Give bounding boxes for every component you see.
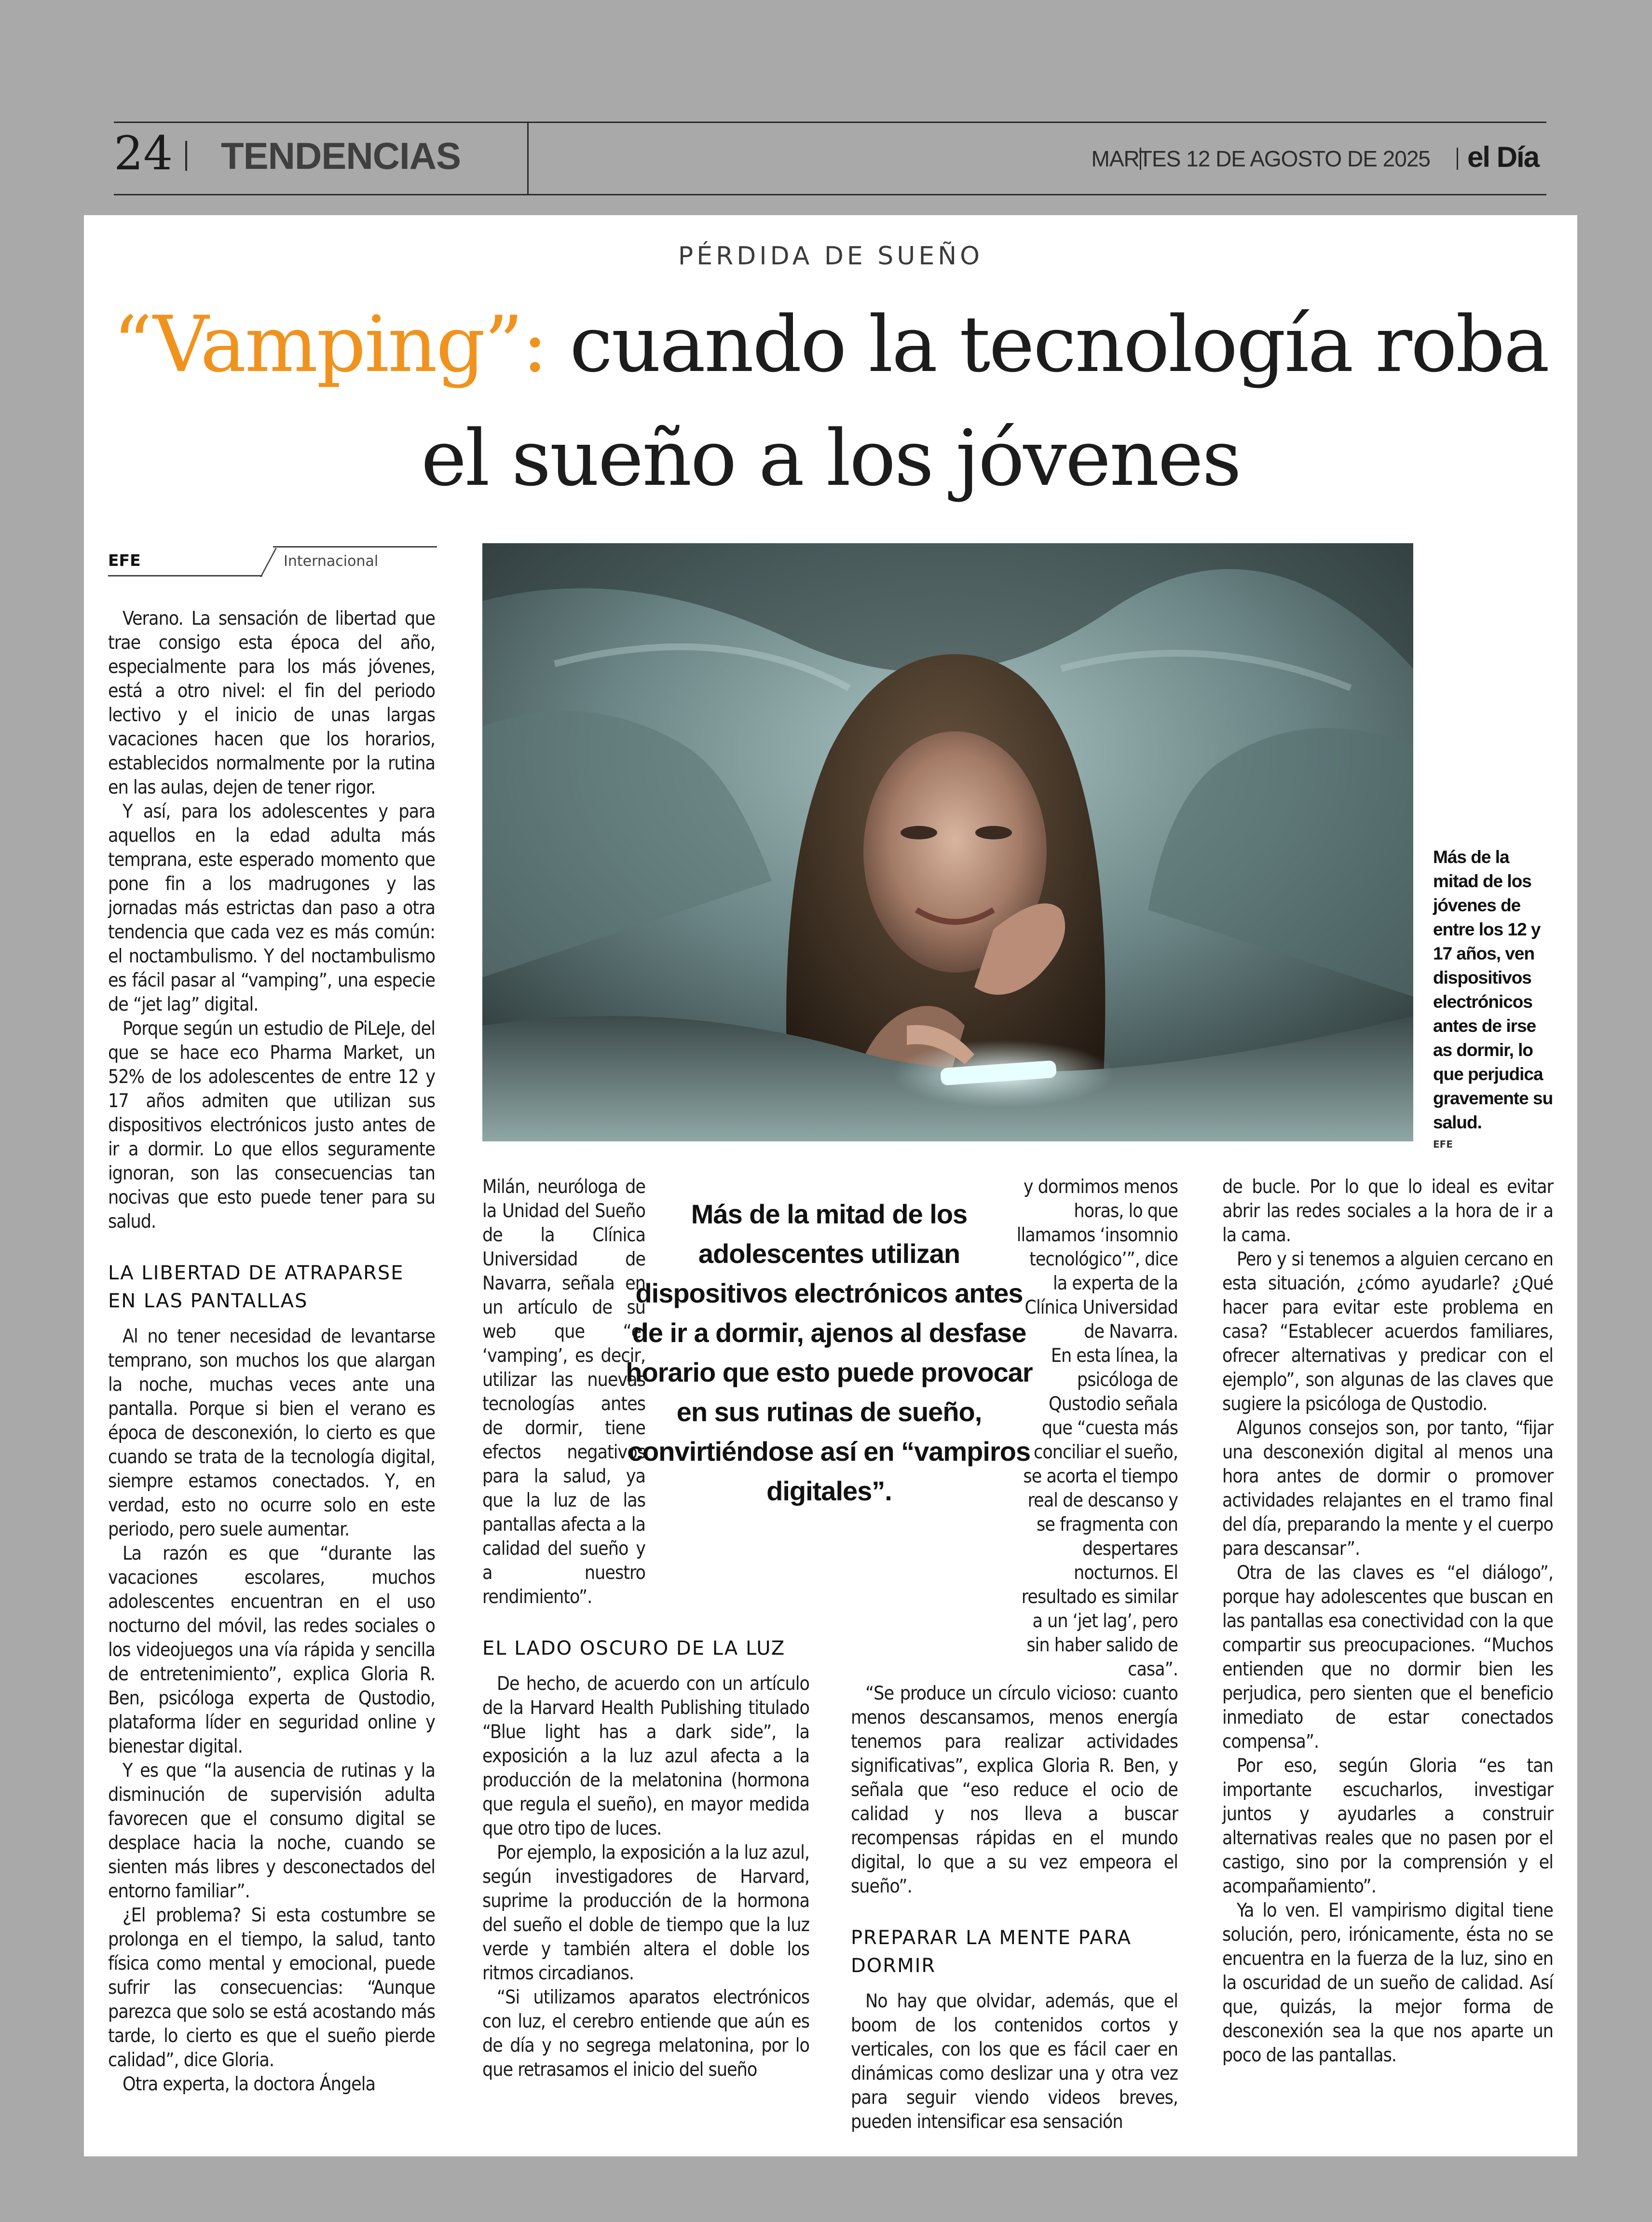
- article-headline: [84, 288, 1577, 515]
- article-column-4: [1222, 1175, 1553, 2068]
- header-bottom-rule: [114, 194, 1546, 195]
- newspaper-logo: el Día: [1467, 141, 1539, 173]
- photo-caption: Más de la mitad de los jóvenes de entre los 12 y 17 años, ven dispositivos electrónicos antes de irse as dormir, lo que perjudica gravemente su salud.: [1433, 847, 1553, 1132]
- byline-desk: Internacional: [284, 553, 379, 570]
- paragraph: Otra experta, la doctora Ángela: [123, 2073, 375, 2095]
- article-photo: [482, 543, 1413, 1141]
- publication-date: MARTES 12 DE AGOSTO DE 2025: [1091, 146, 1430, 171]
- subheading: LA LIBERTAD DE ATRAPARSE EN LAS PANTALLAS: [108, 1262, 404, 1312]
- paragraph: y dormimos menos horas, lo que llamamos ‘insomnio tecnológico’”, dice la experta de la Clínica Universidad de Navarra.: [1016, 1176, 1178, 1343]
- paragraph: Porque según un estudio de PiLeJe, del que se hace eco Pharma Market, un 52% de los adolescentes de entre 12 y 17 años admiten que utilizan sus dispositivos electrónicos justo antes de ir a dormir. Lo que ellos seguramente ignoran, son las consecuencias tan nocivas que esto puede tener para su salud.: [108, 1018, 435, 1233]
- paragraph: Ya lo ven. El vampirismo digital tiene solución, pero, irónicamente, ésta no se encuentra en la fuerza de la luz, sino en la oscuridad de un sueño de calidad. Así que, quizás, la mejor forma de desconexión sea la que nos aparte un poco de las pantallas.: [1222, 1900, 1553, 2066]
- paragraph: “Si utilizamos aparatos electrónicos con luz, el cerebro entiende que aún es de día y no segrega melatonina, por lo que retrasamos el inicio del sueño: [482, 1987, 809, 2081]
- paragraph: Otra de las claves es “el diálogo”, porque hay adolescentes que buscan en las pantallas esa conectividad con la que compartir sus preocupaciones. “Muchos entienden que no dormir bien les perjudica, pero sienten que el beneficio inmediato de estar conectados compensa”.: [1222, 1562, 1553, 1753]
- paragraph: De hecho, de acuerdo con un artículo de la Harvard Health Publishing titulado “Blue light has a dark side”, la exposición a la luz azul afecta a la producción de la melatonina (hormona que regula el sueño), en mayor medida que otro tipo de luces.: [482, 1673, 809, 1839]
- paragraph: Algunos consejos son, por tanto, “fijar una desconexión digital al menos una hora antes de dormir o promover actividades relajantes en el tramo final del día, preparando la mente y el cuerpo para descansar”.: [1222, 1417, 1553, 1560]
- byline-agency: EFE: [108, 551, 141, 570]
- paragraph: Al no tener necesidad de levantarse temprano, son muchos los que alargan la noche, muchas veces ante una pantalla. Porque si bien el verano es época de desconexión, lo cierto es que cuando se trata de la tecnología digital, siempre estamos conectados. Y, en verdad, esto no ocurre solo en este periodo, pero suele aumentar.: [108, 1326, 435, 1540]
- paragraph: Pero y si tenemos a alguien cercano en esta situación, ¿cómo ayudarle? ¿Qué hacer para evitar este problema en casa? “Establecer acuerdos familiares, ofrecer alternativas y predicar con el ejemplo”, son algunas de las claves que sugiere la psicóloga de Qustodio.: [1222, 1248, 1553, 1415]
- paragraph: Y así, para los adolescentes y para aquellos en la edad adulta más temprana, este esperado momento que pone fin a los madrugones y las jornadas más estrictas dan paso a otra tendencia que cada vez es más común: el noctambulismo. Y del noctambulismo es fácil pasar al “vamping”, una especie de “jet lag” digital.: [108, 801, 435, 1015]
- byline-rule-left: [108, 575, 262, 576]
- date-separator-right: [1457, 148, 1458, 170]
- paragraph: No hay que olvidar, además, que el boom de los contenidos cortos y verticales, con los que es fácil caer en dinámicas como deslizar una y otra vez para seguir viendo videos breves, pueden intensificar esa sensación: [851, 1990, 1178, 2133]
- paragraph: Verano. La sensación de libertad que trae consigo esta época del año, especialmente para los más jóvenes, está a otro nivel: el fin del periodo lectivo y el inicio de unas largas vacaciones hacen que los horarios, establecidos normalmente por la rutina en las aulas, dejen de tener rigor.: [108, 608, 435, 798]
- section-name: TENDENCIAS: [221, 135, 461, 177]
- pull-quote: Más de la mitad de los adolescentes utilizan dispositivos electrónicos antes de ir a dormir, ajenos al desfase horario que esto puede provocar en sus rutinas de sueño, convirtiéndose así en “vampiros digitales”.: [626, 1199, 1033, 1506]
- paragraph: de bucle. Por lo que lo ideal es evitar abrir las redes sociales a la hora de ir a la cama.: [1222, 1176, 1553, 1246]
- paragraph: Milán, neuróloga de la Unidad del Sueño de la Clínica Universidad de Navarra, señala en un artículo de su web que “el ‘vamping’, es decir, utilizar las nuevas tecnologías antes de dormir, tiene efectos negativos para la salud, ya que la luz de las pantallas afecta a la calidad del sueño y a nuestro rendimiento”.: [482, 1176, 645, 1608]
- photo-credit: EFE: [1433, 1138, 1453, 1150]
- article-column-1: [108, 607, 435, 2097]
- article-sheet: [84, 215, 1577, 2156]
- paragraph: Y es que “la ausencia de rutinas y la disminución de supervisión adulta favorecen que el consumo digital se desplace hacia la noche, cuando se sienten más libres y desconectados del entorno familiar”.: [108, 1760, 435, 1902]
- paragraph: En esta línea, la psicóloga de Qustodio señala que “cuesta más conciliar el sueño, se acorta el tiempo real de descanso y se fragmenta con despertares nocturnos. El resultado es similar a un ‘jet lag’, pero sin haber salido de casa”.: [1021, 1345, 1178, 1680]
- headline-rest: cuando la tecnología roba el sueño a los jóvenes: [421, 299, 1548, 503]
- paragraph: ¿El problema? Si esta costumbre se prolonga en el tiempo, la salud, tanto física como mental y emocional, puede sufrir las consecuencias: “Aunque parezca que solo se está acostando más tarde, lo cierto es que el sueño pierde calidad”, dice Gloria.: [108, 1905, 435, 2071]
- byline-rule-right: [273, 546, 437, 548]
- paragraph: Por eso, según Gloria “es tan importante escucharlos, investigar juntos y ayudarles a construir alternativas reales que no pasen por el castigo, sino por la comprensión y el acompañamiento”.: [1222, 1755, 1553, 1897]
- paragraph: La razón es que “durante las vacaciones escolares, muchos adolescentes encuentran en el uso nocturno del móvil, las redes sociales o los videojuegos una vía rápida y sencilla de entretenimiento”, explica Gloria R. Ben, psicóloga experta de Qustodio, plataforma líder en seguridad online y bienestar digital.: [108, 1543, 435, 1757]
- headline-accent: “Vamping”:: [113, 299, 547, 389]
- header-top-rule: [114, 122, 1546, 123]
- paragraph: “Se produce un círculo vicioso: cuanto menos descansamos, menos energía tenemos para realizar actividades significativas”, explica Gloria R. Ben, y señala que “eso reduce el ocio de calidad y nos lleva a buscar recompensas rápidas en el mundo digital, lo que a su vez empeora el sueño”.: [851, 1683, 1178, 1897]
- article-kicker: PÉRDIDA DE SUEÑO: [678, 242, 983, 271]
- byline-slash: [260, 548, 277, 577]
- subheading: EL LADO OSCURO DE LA LUZ: [482, 1637, 786, 1660]
- header-separator: [185, 141, 187, 171]
- paragraph: Por ejemplo, la exposición a la luz azul, según investigadores de Harvard, suprime la producción de la hormona del sueño el doble de tiempo que la luz verde y también altera el doble los ritmos circadianos.: [482, 1842, 810, 1984]
- subheading: PREPARAR LA MENTE PARA DORMIR: [851, 1927, 1132, 1977]
- girl-with-phone-image: [482, 543, 1413, 1141]
- page-number: 24: [114, 126, 173, 180]
- header-divider: [527, 122, 529, 195]
